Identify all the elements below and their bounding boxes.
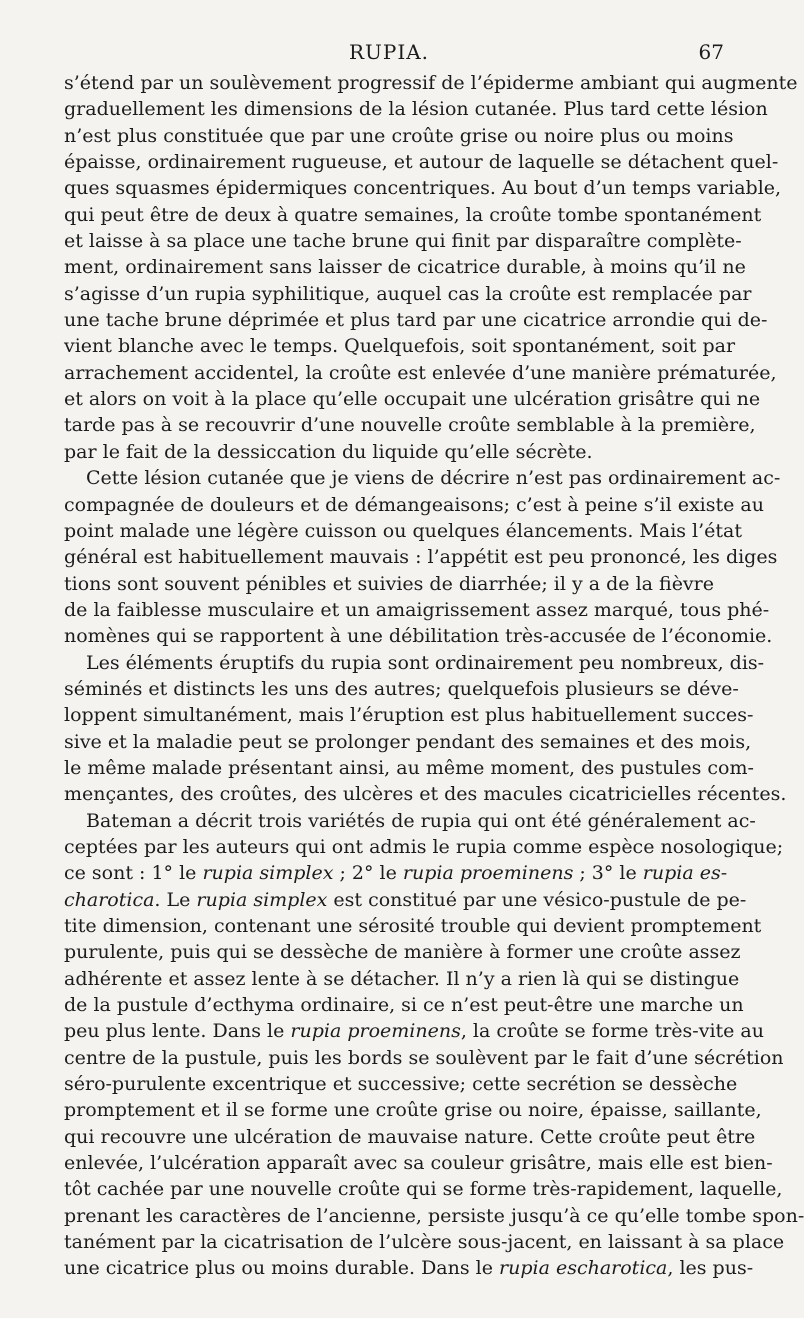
- paragraph: [64, 808, 804, 1282]
- text-line: Cette lésion cutanée que je viens de décrire n’est pas ordinairement ac-: [86, 467, 781, 490]
- text-line: arrachement accidentel, la croûte est enlevée d’une manière prématurée,: [64, 361, 777, 384]
- text-line: adhérente et assez lente à se détacher. Il n’y a rien là qui se distingue: [64, 967, 740, 990]
- text-line: et laisse à sa place une tache brune qui finit par disparaître complète-: [64, 230, 742, 253]
- text-line: loppent simultanément, mais l’éruption est plus habituellement succes-: [64, 704, 754, 727]
- text-line: s’étend par un soulèvement progressif de l’épiderme ambiant qui augmente: [64, 72, 798, 94]
- text-line: de la pustule d’ecthyma ordinaire, si ce n’est peut-être une marche un: [64, 994, 744, 1017]
- text-line: promptement et il se forme une croûte grise ou noire, épaisse, saillante,: [64, 1099, 762, 1122]
- text-line: général est habituellement mauvais : l’appétit est peu prononcé, les diges: [64, 546, 778, 569]
- running-title: RUPIA.: [348, 40, 430, 64]
- paragraph: [64, 70, 798, 465]
- text-line: le même malade présentant ainsi, au même moment, des pustules com-: [64, 756, 754, 779]
- text-line: point malade une légère cuisson ou quelques élancements. Mais l’état: [64, 519, 743, 542]
- text-line: ce sont : 1° le rupia simplex ; 2° le rupia proeminens ; 3° le rupia es-: [64, 862, 728, 885]
- text-line: par le fait de la dessiccation du liquide qu’elle sécrète.: [64, 440, 593, 463]
- text-line: s’agisse d’un rupia syphilitique, auquel cas la croûte est remplacée par: [64, 282, 752, 305]
- text-line: tite dimension, contenant une sérosité trouble qui devient promptement: [64, 915, 762, 937]
- text-line: une tache brune déprimée et plus tard par une cicatrice arrondie qui de-: [64, 309, 768, 332]
- body-text: [64, 70, 804, 1282]
- text-line: et alors on voit à la place qu’elle occupait une ulcération grisâtre qui ne: [64, 388, 761, 411]
- text-line: compagnée de douleurs et de démangeaisons; c’est à peine s’il existe au: [64, 493, 764, 516]
- text-line: charotica. Le rupia simplex est constitué par une vésico-pustule de pe-: [64, 888, 747, 911]
- text-line: tions sont souvent pénibles et suivies de diarrhée; il y a de la fièvre: [64, 572, 714, 595]
- page-header: [64, 40, 724, 66]
- text-line: mençantes, des croûtes, des ulcères et des macules cicatricielles récentes.: [64, 783, 787, 806]
- text-line: ment, ordinairement sans laisser de cicatrice durable, à moins qu’il ne: [64, 256, 746, 279]
- text-line: peu plus lente. Dans le rupia proeminens, la croûte se forme très-vite au: [64, 1020, 764, 1043]
- text-line: enlevée, l’ulcération apparaît avec sa couleur grisâtre, mais elle est bien-: [64, 1152, 773, 1175]
- page-number: 67: [698, 40, 724, 64]
- text-line: qui peut être de deux à quatre semaines, la croûte tombe spontanément: [64, 203, 762, 226]
- text-line: ques squasmes épidermiques concentriques. Au bout d’un temps variable,: [64, 177, 782, 200]
- text-line: tarde pas à se recouvrir d’une nouvelle croûte semblable à la première,: [64, 414, 756, 437]
- text-line: purulente, puis qui se dessèche de manière à former une croûte assez: [64, 941, 741, 964]
- text-line: graduellement les dimensions de la lésion cutanée. Plus tard cette lésion: [64, 98, 768, 121]
- text-line: tôt cachée par une nouvelle croûte qui se forme très-rapidement, laquelle,: [64, 1178, 783, 1201]
- text-line: de la faiblesse musculaire et un amaigrissement assez marqué, tous phé-: [64, 598, 770, 621]
- paragraph: [64, 465, 781, 649]
- text-line: séminés et distincts les uns des autres; quelquefois plusieurs se déve-: [64, 677, 739, 700]
- text-line: épaisse, ordinairement rugueuse, et autour de laquelle se détachent quel-: [64, 151, 779, 174]
- text-line: centre de la pustule, puis les bords se soulèvent par le fait d’une sécrétion: [64, 1046, 784, 1069]
- text-line: n’est plus constituée que par une croûte grise ou noire plus ou moins: [64, 124, 734, 147]
- paragraph: [64, 650, 787, 808]
- text-line: séro-purulente excentrique et successive; cette secrétion se dessèche: [64, 1073, 738, 1096]
- text-line: sive et la maladie peut se prolonger pendant des semaines et des mois,: [64, 730, 752, 753]
- text-line: Bateman a décrit trois variétés de rupia qui ont été généralement ac-: [86, 809, 756, 832]
- text-line: une cicatrice plus ou moins durable. Dans le rupia escharotica, les pus-: [64, 1257, 754, 1280]
- text-line: prenant les caractères de l’ancienne, persiste jusqu’à ce qu’elle tombe spon-: [64, 1204, 804, 1227]
- text-line: Les éléments éruptifs du rupia sont ordinairement peu nombreux, dis-: [86, 651, 765, 674]
- text-line: tanément par la cicatrisation de l’ulcère sous-jacent, en laissant à sa place: [64, 1231, 785, 1254]
- text-line: nomènes qui se rapportent à une débilitation très-accusée de l’économie.: [64, 625, 773, 648]
- text-line: vient blanche avec le temps. Quelquefois, soit spontanément, soit par: [64, 335, 736, 358]
- text-line: qui recouvre une ulcération de mauvaise nature. Cette croûte peut être: [64, 1125, 756, 1148]
- text-line: ceptées par les auteurs qui ont admis le rupia comme espèce nosologique;: [64, 835, 784, 858]
